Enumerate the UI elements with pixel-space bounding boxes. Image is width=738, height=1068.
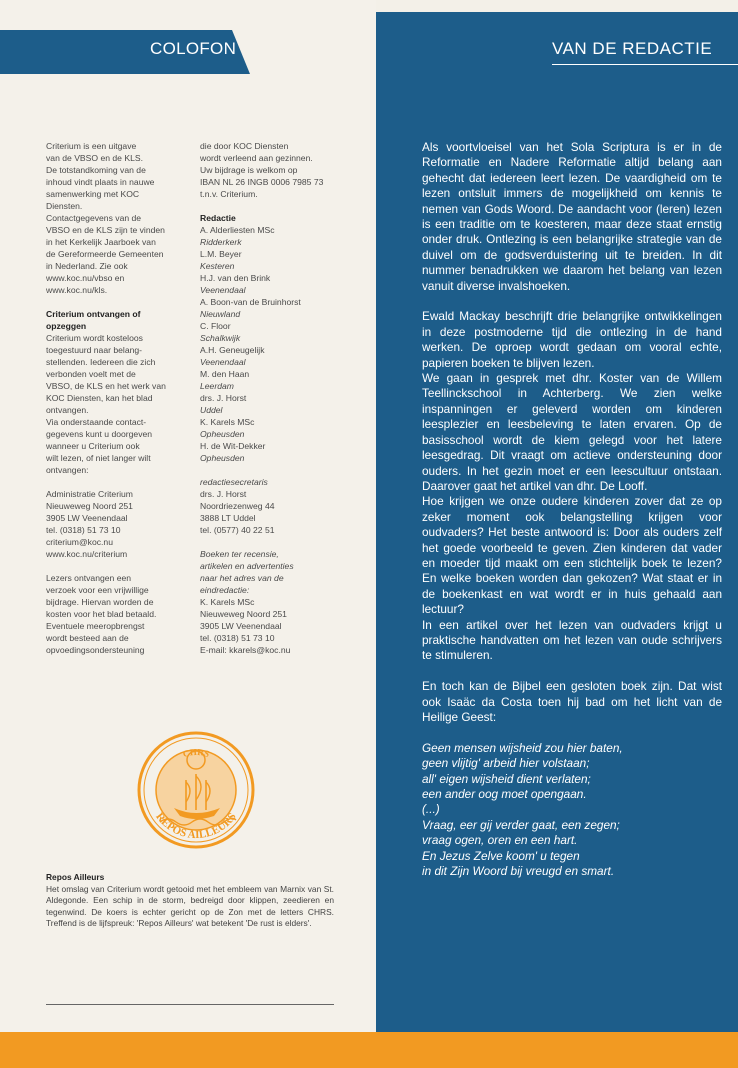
colofon-line: criterium@koc.nu [46, 537, 113, 547]
footer-bar [0, 1032, 738, 1068]
emblem-bottom-text: REPOS AILLEURS [153, 810, 239, 842]
colofon-line: VBSO en de KLS zijn te vinden [46, 225, 165, 235]
poem-line: Geen mensen wijsheid zou hier baten, [422, 740, 623, 755]
redactie-paragraph: En toch kan de Bijbel een gesloten boek zijn. Dat wist ook Isaäc da Costa toen hij bad om het licht van de Heilige Geest: [422, 679, 722, 724]
colofon-line: inhoud vindt plaats in nauwe [46, 177, 155, 187]
colofon-column-1 [46, 140, 196, 656]
colofon-line: eindredactie: [200, 585, 250, 595]
colofon-line: gegevens kunt u doorgeven [46, 429, 153, 439]
colofon-line: Veenendaal [200, 285, 246, 295]
colofon-line: Lezers ontvangen een [46, 573, 132, 583]
spacer [200, 200, 360, 212]
colofon-line: A. Boon-van de Bruinhorst [200, 297, 301, 307]
colofon-line: H. de Wit-Dekker [200, 441, 266, 451]
colofon-line: E-mail: kkarels@koc.nu [200, 645, 291, 655]
colofon-line: 3905 LW Veenendaal [46, 513, 128, 523]
colofon-line: die door KOC Diensten [200, 141, 289, 151]
colofon-line: bijdrage. Hiervan worden de [46, 597, 154, 607]
colofon-line: drs. J. Horst [200, 489, 247, 499]
colofon-line: KOC Diensten, kan het blad [46, 393, 153, 403]
colofon-line: Uddel [200, 405, 223, 415]
redactie-paragraph: Als voortvloeisel van het Sola Scriptura is er in de Reformatie en Nadere Reformatie altijd belang aan gehecht dat iedereen leert lezen. De vaardigheid om te lezen ontsluit immers de mogelijkheid om kennis te nemen van Gods Woord. De aandacht voor (leren) lezen is een traditie om te koesteren, maar deze staat ernstig onder druk. Ontlezing is een belangrijke strategie van de duivel om de godsverduistering uit te breiden. In dit nummer benadrukken we daarom het belang van lezen vanuit diverse invalshoeken. [422, 140, 722, 293]
colofon-line: t.n.v. Criterium. [200, 189, 258, 199]
colofon-line: Diensten. [46, 201, 83, 211]
colofon-line: Opheusden [200, 453, 245, 463]
poem-line: geen vlijtig' arbeid hier volstaan; [422, 756, 590, 771]
colofon-line: www.koc.nu/vbso en [46, 273, 125, 283]
colofon-line: H.J. van den Brink [200, 273, 271, 283]
redactie-paragraph: In een artikel over het lezen van oudvaders krijgt u praktische handvatten om het lezen van oude schrijvers te stimuleren. [422, 617, 722, 663]
emblem-top-text: CHRS [181, 746, 211, 760]
repos-ailleurs-emblem [136, 730, 256, 850]
colofon-line: naar het adres van de [200, 573, 284, 583]
redactie-paragraph: Ewald Mackay beschrijft drie belangrijke ontwikkelingen in deze postmoderne tijd die ontlezing in de hand werken. De oproep wordt gedaan om vooral echte, papieren boeken te blijven lezen. [422, 309, 722, 370]
colofon-line: redactiesecretaris [200, 477, 268, 487]
colofon-line: tel. (0577) 40 22 51 [200, 525, 275, 535]
colofon-line: M. den Haan [200, 369, 250, 379]
poem-line: all' eigen wijsheid dient verlaten; [422, 771, 591, 786]
spacer [200, 536, 360, 548]
colofon-line: de Gereformeerde Gemeenten [46, 249, 164, 259]
colofon-line: Ridderkerk [200, 237, 242, 247]
colofon-line: Contactgegevens van de [46, 213, 142, 223]
colofon-line: De totstandkoming van de [46, 165, 146, 175]
spacer [46, 560, 196, 572]
colofon-line: Eventuele meeropbrengst [46, 621, 145, 631]
poem-line: vraag ogen, oren en een hart. [422, 833, 578, 848]
colofon-line: Noordriezenweg 44 [200, 501, 275, 511]
poem-line: (...) [422, 802, 440, 817]
colofon-line: wordt besteed aan de [46, 633, 129, 643]
colofon-line: Via onderstaande contact- [46, 417, 147, 427]
colofon-line: 3905 LW Veenendaal [200, 621, 282, 631]
repos-ailleurs-section [46, 872, 334, 930]
colofon-line: ontvangen: [46, 465, 89, 475]
redactie-title-rule [552, 64, 738, 65]
colofon-line: Leerdam [200, 381, 234, 391]
colofon-line: samenwerking met KOC [46, 189, 140, 199]
colofon-line: verzoek voor een vrijwillige [46, 585, 149, 595]
colofon-line: Nieuweweg Noord 251 [46, 501, 133, 511]
colofon-line: tel. (0318) 51 73 10 [200, 633, 275, 643]
colofon-line: ontvangen. [46, 405, 89, 415]
colofon-line: Boeken ter recensie, [200, 549, 279, 559]
bottom-rule [46, 1004, 334, 1005]
colofon-line: A.H. Geneugelijk [200, 345, 265, 355]
colofon-line: A. Alderliesten MSc [200, 225, 275, 235]
spacer [46, 296, 196, 308]
colofon-column-2 [200, 140, 360, 656]
spacer [46, 476, 196, 488]
colofon-line: VBSO, de KLS en het werk van [46, 381, 166, 391]
colofon-line: toegestuurd naar belang- [46, 345, 143, 355]
poem-line: een ander oog moet opengaan. [422, 787, 587, 802]
colofon-line: Uw bijdrage is welkom op [200, 165, 298, 175]
colofon-line: artikelen en advertenties [200, 561, 294, 571]
colofon-line: Veenendaal [200, 357, 246, 367]
repos-text: Het omslag van Criterium wordt getooid met het embleem van Marnix van St. Aldegonde. Een schip in de storm, bedreigd door klippen, zeedieren en tegenwind. De koers is echter gericht op de Zon met de letters CHRS. Treffend is de lijfspreuk: 'Repos Ailleurs' wat betekent 'De rust is elders'. [46, 883, 334, 929]
poem [422, 741, 722, 880]
colofon-line: in het Kerkelijk Jaarboek van [46, 237, 156, 247]
colofon-line: Nieuwland [200, 309, 241, 319]
colofon-line: drs. J. Horst [200, 393, 247, 403]
colofon-line: www.koc.nu/criterium [46, 549, 128, 559]
poem-line: Vraag, eer gij verder gaat, een zegen; [422, 817, 620, 832]
colofon-line: Redactie [200, 213, 236, 223]
redactie-body [422, 140, 722, 879]
colofon-line: verbonden voelt met de [46, 369, 136, 379]
colofon-line: Nieuweweg Noord 251 [200, 609, 287, 619]
colofon-line: Opheusden [200, 429, 245, 439]
colofon-line: wanneer u Criterium ook [46, 441, 140, 451]
colofon-line: Criterium ontvangen of [46, 309, 141, 319]
redactie-paragraph: We gaan in gesprek met dhr. Koster van de Willem Teellinckschool in Achterberg. We zien welke inspanningen er geleverd worden om kinderen leesplezier en leesbeleving te laten ervaren. Op de basisschool wordt de kiem gelegd voor het latere leesgedrag. Dit vraagt om actieve ondersteuning door ouders. In het gezin moet er een leescultuur ontstaan. Daarover gaat het artikel van dhr. De Looff. [422, 371, 722, 493]
colofon-line: C. Floor [200, 321, 231, 331]
colofon-line: Administratie Criterium [46, 489, 133, 499]
poem-line: in dit Zijn Woord bij vreugd en smart. [422, 864, 615, 879]
colofon-line: K. Karels MSc [200, 417, 255, 427]
colofon-line: K. Karels MSc [200, 597, 255, 607]
colofon-line: opvoedingsondersteuning [46, 645, 145, 655]
colofon-line: wilt lezen, of niet langer wilt [46, 453, 151, 463]
colofon-line: L.M. Beyer [200, 249, 242, 259]
redactie-paragraph: Hoe krijgen we onze oudere kinderen zover dat ze op zeker moment ook belangstelling krijgen voor oudvaders? Het beste antwoord is: Door als ouders zelf het goede voorbeeld te geven. Zien kinderen dat vader en moeder tijd maakt om een stichtelijk boek te lezen? En welke boeken worden dan gekozen? Wat staat er in de boekenkast en wat wordt er in huis gehaald aan lectuur? [422, 494, 722, 617]
colofon-line: opzeggen [46, 321, 87, 331]
repos-title: Repos Ailleurs [46, 872, 105, 882]
colofon-line: kosten voor het blad betaald. [46, 609, 157, 619]
colofon-line: Criterium wordt kosteloos [46, 333, 143, 343]
colofon-line: www.koc.nu/kls. [46, 285, 108, 295]
colofon-line: wordt verleend aan gezinnen. [200, 153, 313, 163]
colofon-line: in Nederland. Zie ook [46, 261, 128, 271]
colofon-line: Kesteren [200, 261, 235, 271]
colofon-line: stellenden. Iedereen die zich [46, 357, 156, 367]
colofon-line: tel. (0318) 51 73 10 [46, 525, 121, 535]
colofon-line: Schalkwijk [200, 333, 241, 343]
poem-line: En Jezus Zelve koom' u tegen [422, 848, 580, 863]
colofon-line: 3888 LT Uddel [200, 513, 256, 523]
colofon-line: IBAN NL 26 INGB 0006 7985 73 [200, 177, 324, 187]
spacer [200, 464, 360, 476]
colofon-title: COLOFON [150, 39, 237, 58]
redactie-title: VAN DE REDACTIE [552, 39, 713, 58]
colofon-line: Criterium is een uitgave [46, 141, 137, 151]
colofon-line: van de VBSO en de KLS. [46, 153, 143, 163]
